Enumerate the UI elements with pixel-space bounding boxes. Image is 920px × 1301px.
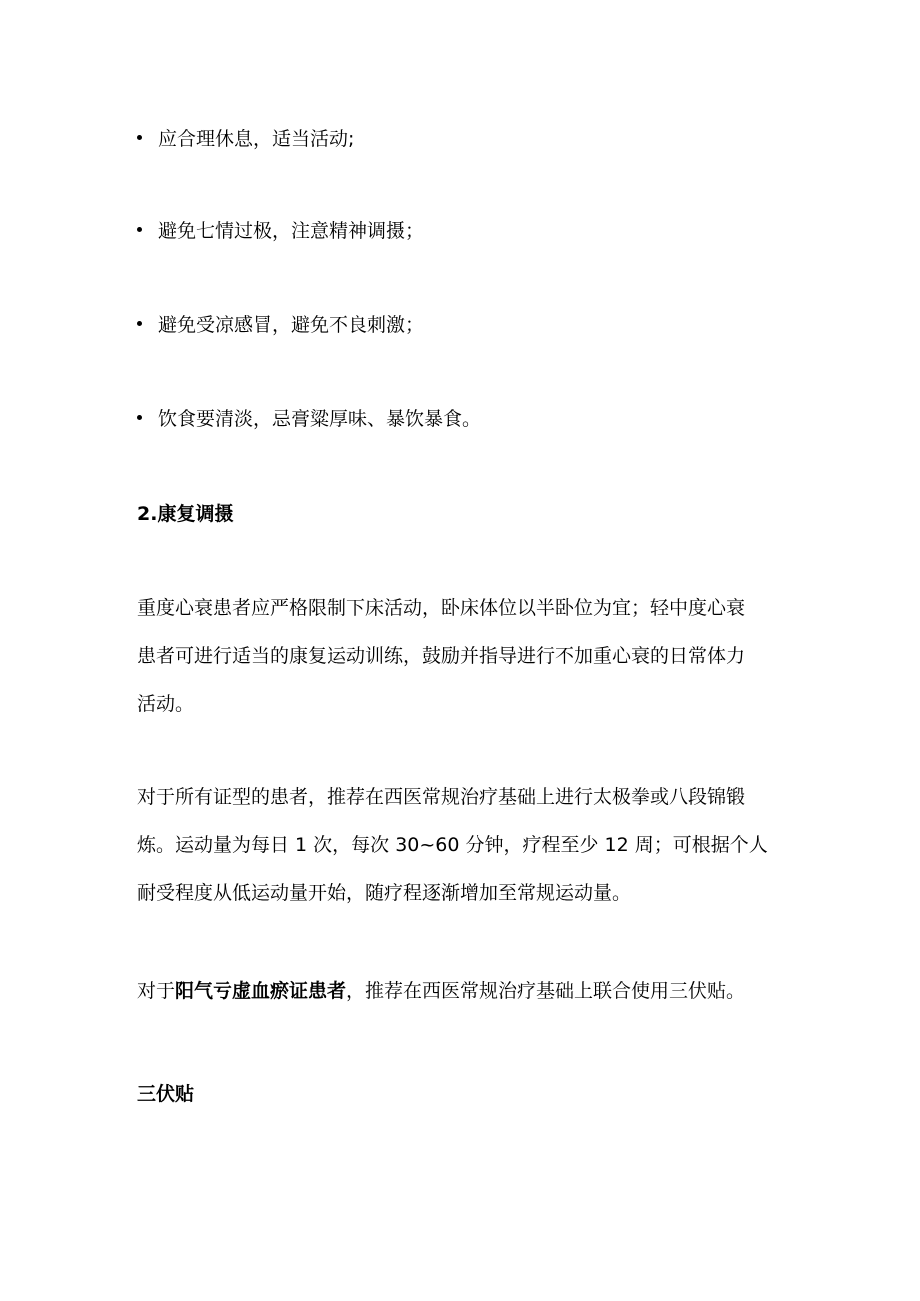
list-item (137, 407, 481, 431)
list-item-text: 饮食要清淡，忌膏粱厚味、暴饮暴食。 (158, 408, 482, 430)
paragraph-line: 活动。 (137, 693, 195, 715)
section-heading: 2.康复调摄 (137, 503, 234, 525)
bullet-icon (137, 227, 142, 232)
subheading: 三伏贴 (137, 1083, 195, 1105)
list-item-text: 应合理休息，适当活动; (158, 128, 355, 150)
paragraph-exercise (137, 773, 787, 917)
text-prefix: 对于 (137, 980, 176, 1002)
paragraph-line (137, 967, 787, 1015)
paragraph-line: 炼。运动量为每日 1 次，每次 30~60 分钟，疗程至少 12 周；可根据个人 (137, 834, 768, 856)
list-item-text: 避免七情过极，注意精神调摄； (158, 220, 425, 242)
list-item (137, 127, 354, 151)
bullet-icon (137, 415, 142, 420)
paragraph-rehab (137, 584, 787, 728)
list-item (137, 313, 424, 337)
paragraph-line: 患者可进行适当的康复运动训练，鼓励并指导进行不加重心衰的日常体力 (137, 645, 746, 667)
list-item (137, 219, 424, 243)
bullet-icon (137, 135, 142, 140)
paragraph-line: 对于所有证型的患者，推荐在西医常规治疗基础上进行太极拳或八段锦锻 (137, 786, 746, 808)
bullet-icon (137, 321, 142, 326)
paragraph-sanfutie (137, 967, 787, 1015)
list-item-text: 避免受凉感冒，避免不良刺激； (158, 314, 425, 336)
emphasis-text: 阳气亏虚血瘀证患者 (175, 980, 347, 1002)
paragraph-line: 耐受程度从低运动量开始，随疗程逐渐增加至常规运动量。 (137, 882, 632, 904)
paragraph-line: 重度心衰患者应严格限制下床活动，卧床体位以半卧位为宜；轻中度心衰 (137, 597, 746, 619)
text-suffix: ，推荐在西医常规治疗基础上联合使用三伏贴。 (346, 980, 746, 1002)
